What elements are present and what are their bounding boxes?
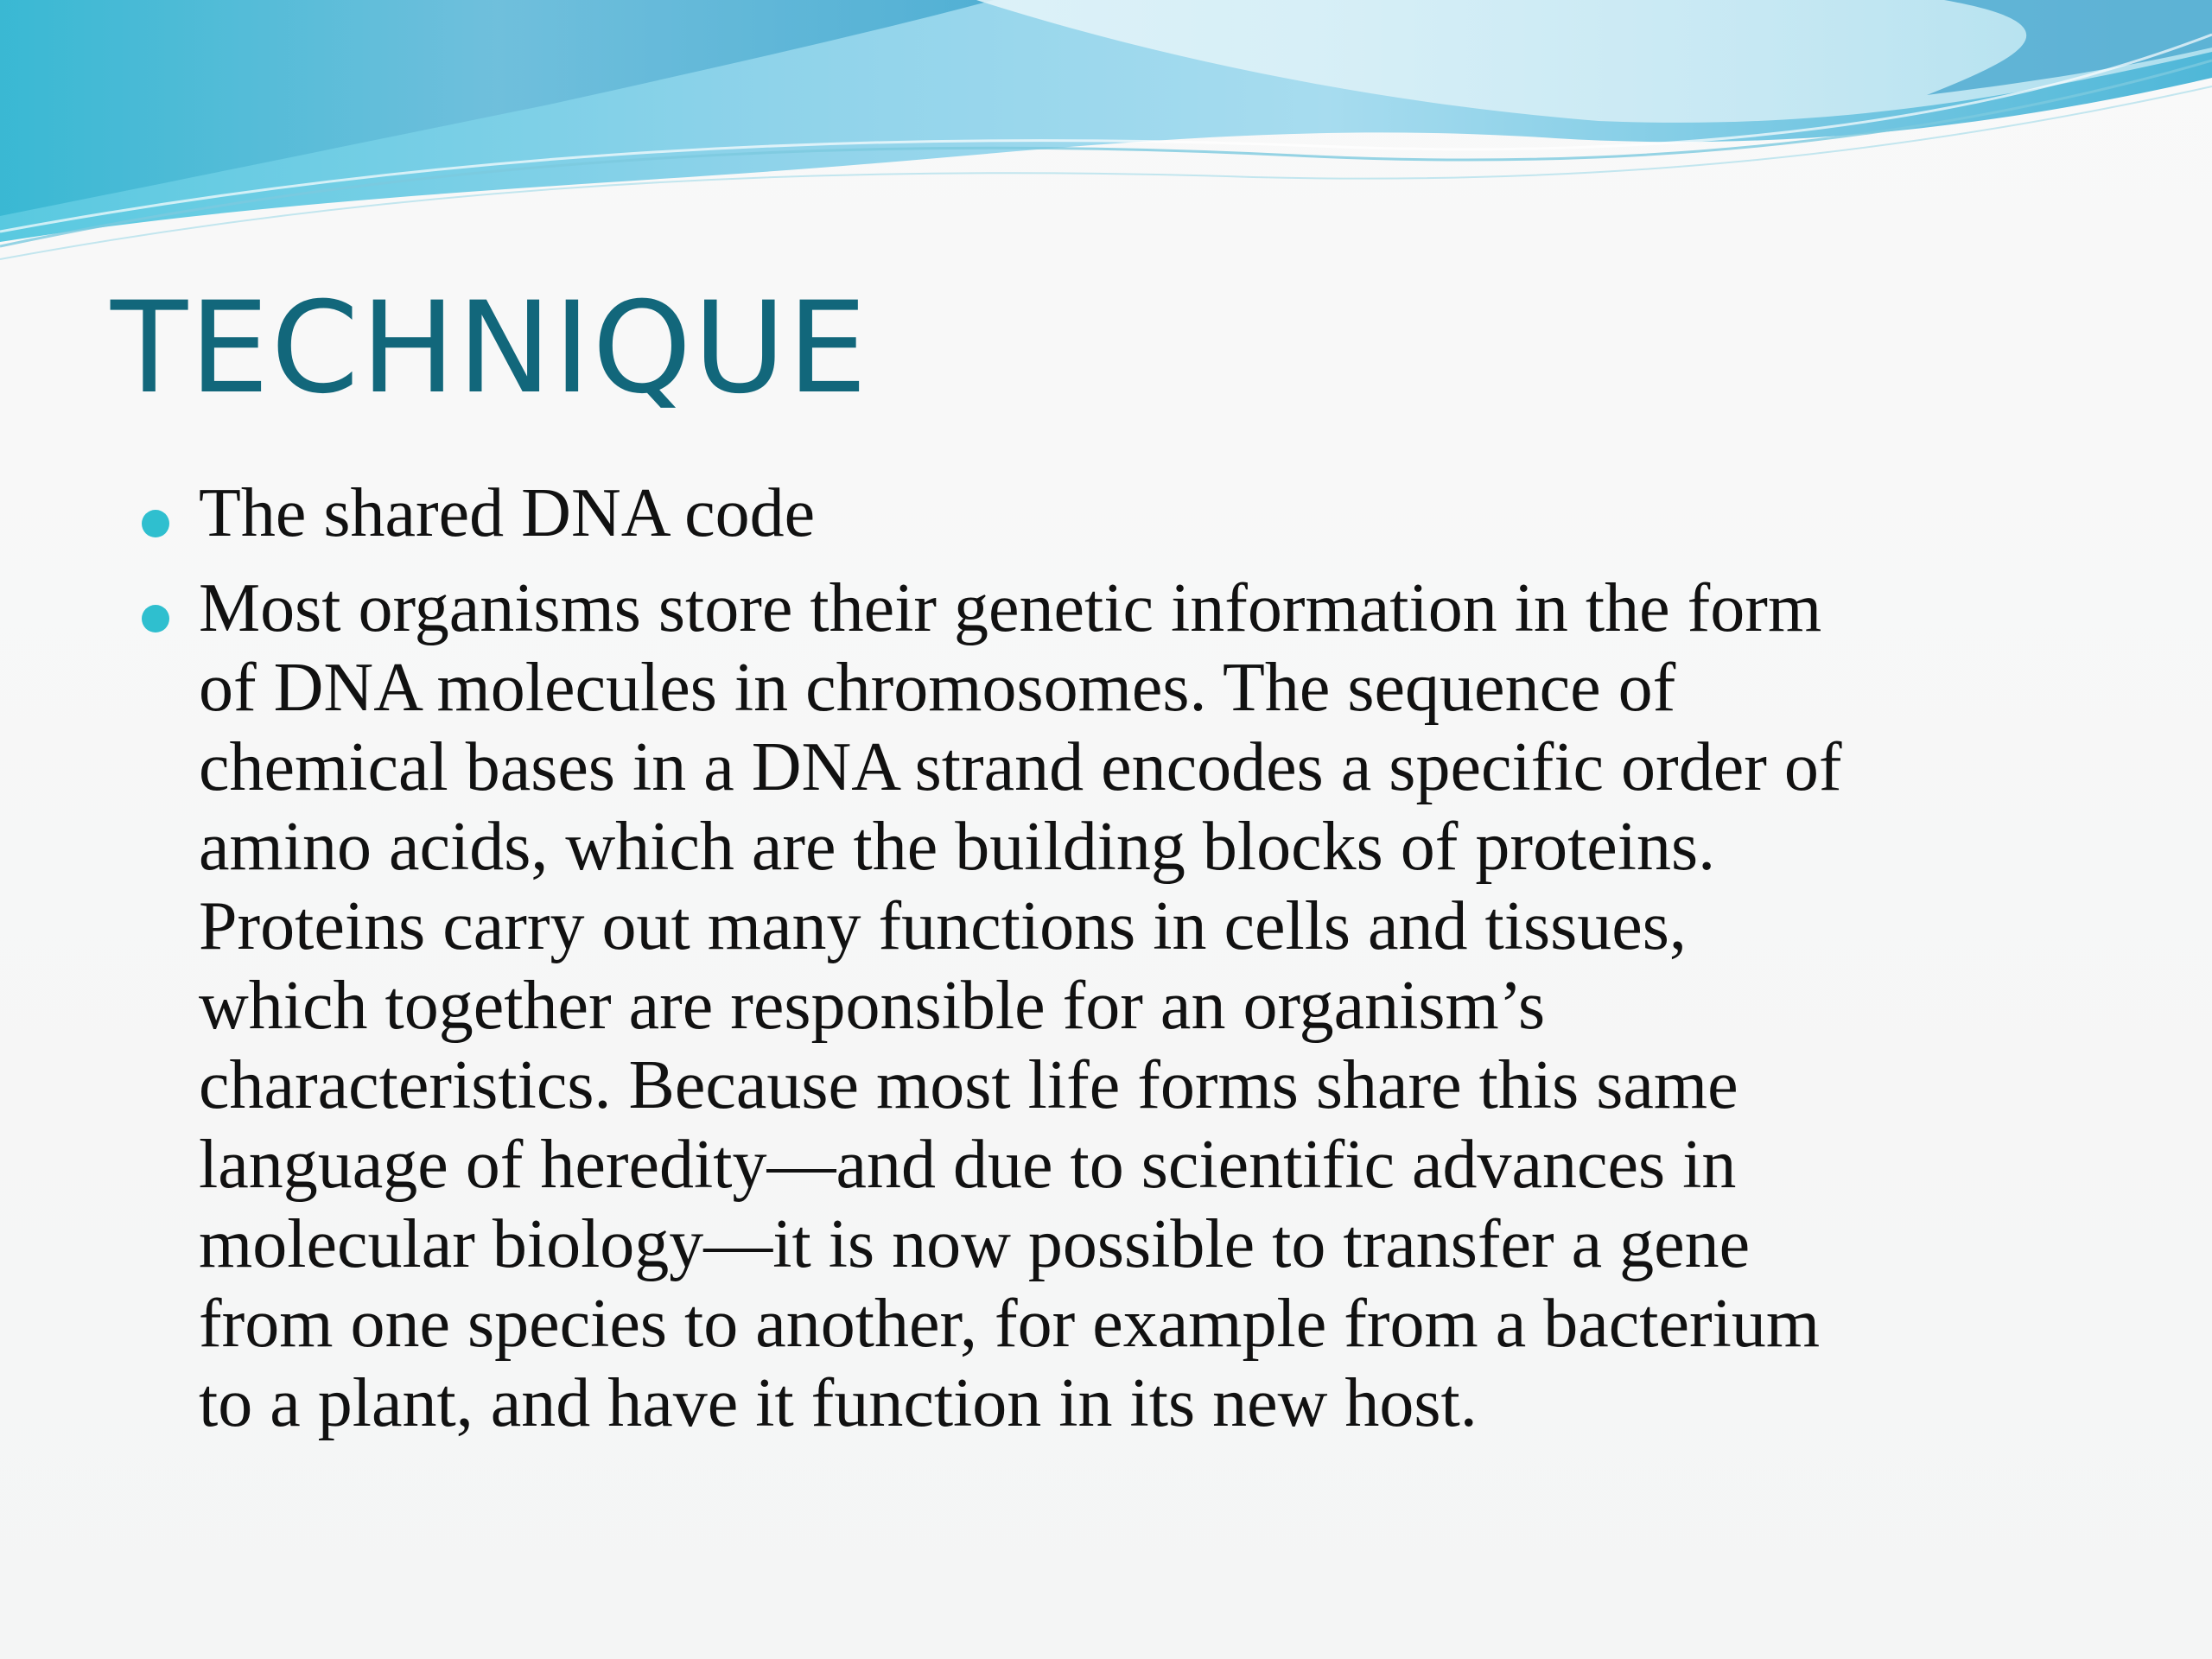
bullet-item <box>0 474 2160 553</box>
slide-title: TECHNIQUE <box>111 275 869 422</box>
bullet-item <box>0 569 2160 1443</box>
header-wave-decoration <box>0 0 2212 276</box>
bullet-list <box>0 474 2160 1459</box>
bullet-dot-icon <box>142 510 169 537</box>
bullet-dot-icon <box>142 605 169 632</box>
bullet-text: The shared DNA code <box>199 475 816 551</box>
bullet-text: Most organisms store their genetic information in the form of DNA molecules in chromosomes. The sequence of chemical bases in a DNA strand encodes a specific order of amino acids, which are the building blocks of proteins. Proteins carry out many functions in cells and tissues, which together are responsible for an organism’s characteristics. Because most life forms share this same language of heredity—and due to scientific advances in molecular biology—it is now possible to transfer a gene from one species to another, for example from a bacterium to a plant, and have it function in its new host. <box>199 570 1842 1441</box>
